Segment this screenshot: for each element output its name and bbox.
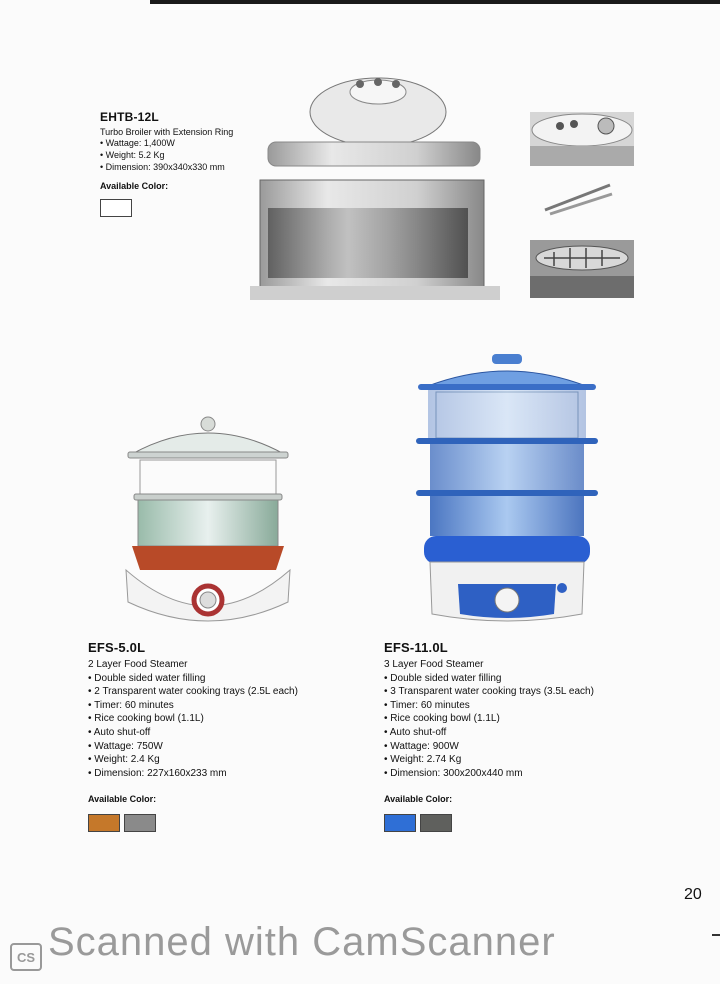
spec-item: • Rice cooking bowl (1.1L): [88, 712, 358, 726]
broiler-control-detail-image: [530, 112, 634, 166]
product-ehtb-12l: [100, 110, 233, 217]
spec-item: • Double sided water filling: [88, 672, 358, 686]
product-model: EFS-5.0L: [88, 640, 146, 655]
broiler-rack-image: [530, 240, 634, 298]
spec-item: • Wattage: 750W: [88, 740, 358, 754]
available-color-label: Available Color:: [384, 794, 453, 805]
product-subtitle: Turbo Broiler with Extension Ring: [100, 127, 234, 137]
product-model: EFS-11.0L: [384, 640, 448, 655]
spec-item: • 2 Transparent water cooking trays (2.5L each): [88, 685, 358, 699]
product-model: EHTB-12L: [100, 110, 159, 124]
color-swatch-white: [100, 199, 132, 217]
spec-list: [100, 137, 233, 173]
page-number: 20: [684, 886, 702, 903]
color-swatch-blue: [384, 814, 416, 832]
spec-item: • Weight: 2.74 Kg: [384, 753, 664, 767]
spec-list: [88, 672, 358, 781]
color-swatch-dark-gray: [420, 814, 452, 832]
spec-item: • Auto shut-off: [384, 726, 664, 740]
product-subtitle: 3 Layer Food Steamer: [384, 659, 484, 670]
spec-item: • Dimension: 390x340x330 mm: [100, 161, 233, 173]
spec-item: • Dimension: 300x200x440 mm: [384, 767, 664, 781]
spec-item: • Wattage: 1,400W: [100, 137, 233, 149]
spec-item: • Double sided water filling: [384, 672, 664, 686]
spec-item: • Weight: 2.4 Kg: [88, 753, 358, 767]
top-edge-shadow: [150, 0, 720, 4]
food-steamer-2-layer-image: [122, 412, 294, 632]
spec-item: • Rice cooking bowl (1.1L): [384, 712, 664, 726]
product-efs-5-0l: [88, 640, 358, 832]
spec-item: • Dimension: 227x160x233 mm: [88, 767, 358, 781]
edge-mark: [712, 934, 720, 936]
spec-item: • Timer: 60 minutes: [88, 699, 358, 713]
scanner-watermark: Scanned with CamScanner: [48, 920, 556, 964]
spec-item: • Wattage: 900W: [384, 740, 664, 754]
broiler-tongs-image: [540, 180, 620, 220]
color-swatch-orange: [88, 814, 120, 832]
color-swatch-gray: [124, 814, 156, 832]
turbo-broiler-image: [240, 72, 500, 304]
available-color-label: Available Color:: [88, 794, 157, 805]
product-efs-11-0l: [384, 640, 664, 832]
available-color-label: Available Color:: [100, 181, 169, 191]
camscanner-logo: CS: [10, 943, 42, 971]
spec-item: • Weight: 5.2 Kg: [100, 149, 233, 161]
product-subtitle: 2 Layer Food Steamer: [88, 659, 188, 670]
spec-item: • 3 Transparent water cooking trays (3.5L each): [384, 685, 664, 699]
food-steamer-3-layer-image: [414, 352, 600, 628]
spec-list: [384, 672, 664, 781]
spec-item: • Timer: 60 minutes: [384, 699, 664, 713]
spec-item: • Auto shut-off: [88, 726, 358, 740]
